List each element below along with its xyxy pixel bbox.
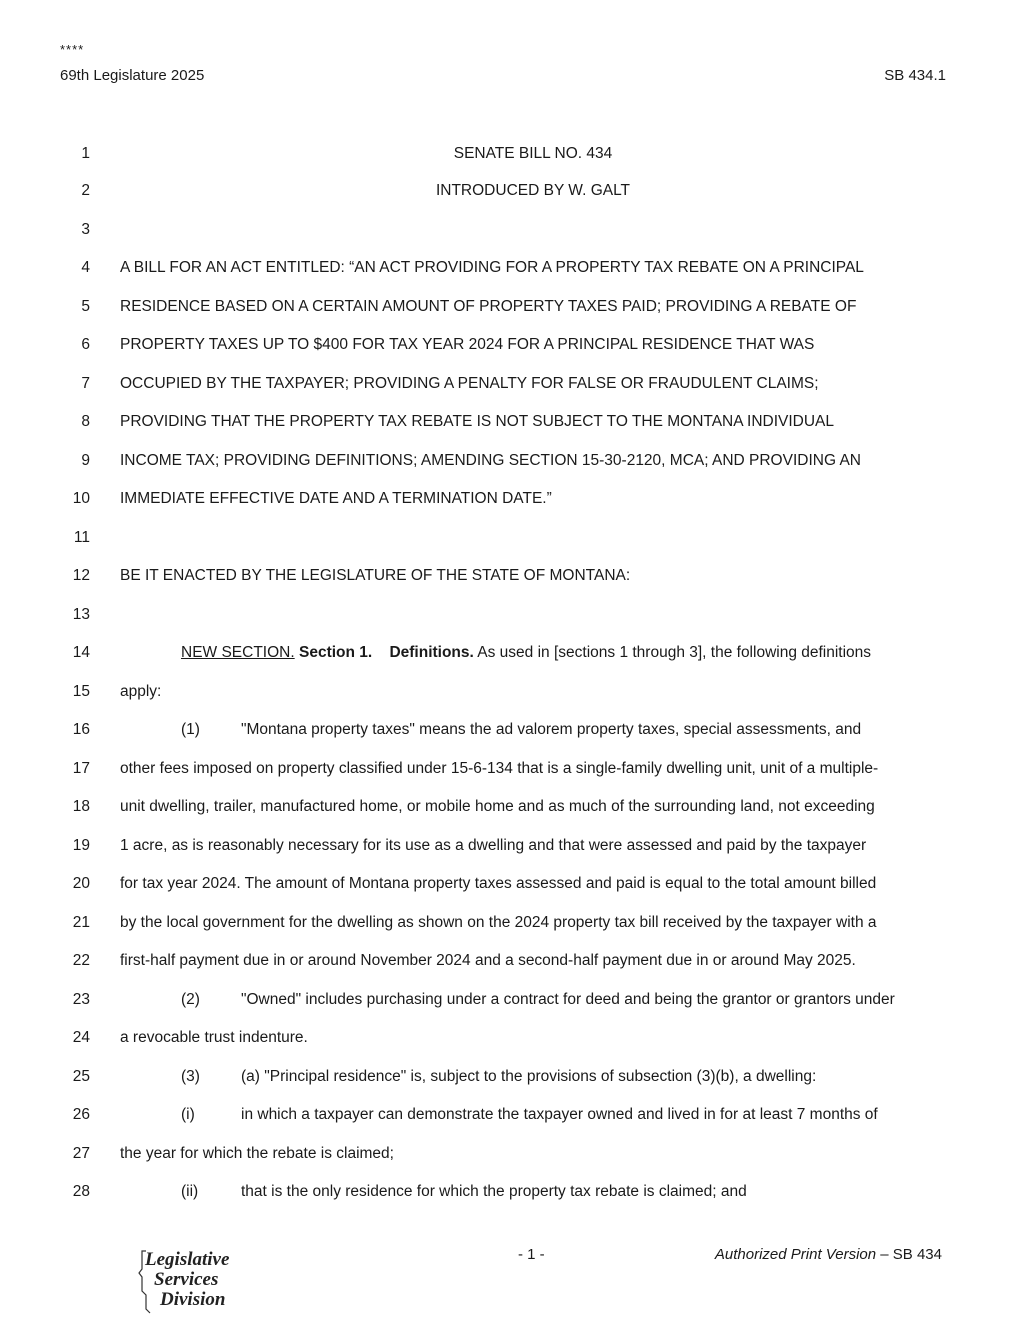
line-number: 21	[72, 914, 90, 931]
line-number: 19	[72, 837, 90, 854]
header-stars: ****	[60, 42, 85, 57]
bill-line	[0, 375, 1024, 399]
bill-line	[0, 606, 1024, 630]
bill-line	[0, 1183, 1024, 1207]
line-text: unit dwelling, trailer, manufactured home, or mobile home and as much of the surrounding land, not exceeding	[120, 798, 875, 815]
line-text: PROVIDING THAT THE PROPERTY TAX REBATE IS NOT SUBJECT TO THE MONTANA INDIVIDUAL	[120, 413, 835, 430]
line-text: first-half payment due in or around November 2024 and a second-half payment due in or around May 2025.	[120, 952, 856, 969]
authorized-print-italic: Authorized Print Version	[714, 1246, 877, 1263]
page-number: - 1 -	[518, 1246, 545, 1263]
bill-line	[0, 1029, 1024, 1053]
line-text: by the local government for the dwelling as shown on the 2024 property tax bill received by the taxpayer with a	[120, 914, 877, 931]
bill-line	[0, 952, 1024, 976]
bill-line	[0, 1068, 1024, 1092]
line-number: 26	[72, 1106, 90, 1123]
bill-line	[0, 721, 1024, 745]
line-number: 9	[81, 452, 90, 469]
bill-line	[0, 1106, 1024, 1130]
line-number: 15	[72, 683, 90, 700]
line-text: INCOME TAX; PROVIDING DEFINITIONS; AMENDING SECTION 15-30-2120, MCA; AND PROVIDING AN	[120, 452, 861, 469]
bill-line	[0, 798, 1024, 822]
line-text: apply:	[120, 683, 162, 700]
bill-line	[0, 259, 1024, 283]
line-number: 27	[72, 1145, 90, 1162]
line-text: for tax year 2024. The amount of Montana property taxes assessed and paid is equal to the total amount billed	[120, 875, 877, 892]
bill-line	[0, 683, 1024, 707]
line-text: the year for which the rebate is claimed;	[120, 1145, 394, 1162]
bill-sponsor: INTRODUCED BY W. GALT	[435, 182, 631, 199]
line-number: 23	[72, 991, 90, 1008]
line-text: other fees imposed on property classified under 15-6-134 that is a single-family dwelling unit, unit of a multiple-	[120, 760, 879, 777]
new-section-label: NEW SECTION.	[181, 644, 295, 661]
bill-line	[0, 1145, 1024, 1169]
line-number: 16	[72, 721, 90, 738]
bill-id-label: SB 434.1	[884, 67, 946, 84]
line-number: 10	[72, 490, 90, 507]
legislature-label: 69th Legislature 2025	[60, 67, 205, 84]
line-text: As used in [sections 1 through 3], the following definitions	[477, 644, 872, 661]
line-number: 28	[72, 1183, 90, 1200]
line-text: PROPERTY TAXES UP TO $400 FOR TAX YEAR 2024 FOR A PRINCIPAL RESIDENCE THAT WAS	[120, 336, 815, 353]
line-text: in which a taxpayer can demonstrate the taxpayer owned and lived in for at least 7 months of	[241, 1106, 878, 1123]
bill-line	[0, 837, 1024, 861]
logo-line-2: Services	[154, 1269, 219, 1290]
section-heading: Definitions.	[389, 644, 474, 661]
line-number: 17	[72, 760, 90, 777]
line-number: 12	[72, 567, 90, 584]
section-lead	[181, 644, 871, 662]
line-text: "Montana property taxes" means the ad valorem property taxes, special assessments, and	[241, 721, 862, 738]
line-text: (a) "Principal residence" is, subject to the provisions of subsection (3)(b), a dwelling:	[241, 1068, 817, 1085]
bill-line	[0, 875, 1024, 899]
line-number: 22	[72, 952, 90, 969]
line-number: 13	[72, 606, 90, 623]
bill-line	[0, 145, 1024, 169]
bill-line	[0, 914, 1024, 938]
line-number: 20	[72, 875, 90, 892]
section-number: Section 1.	[298, 644, 373, 661]
enacting-clause: BE IT ENACTED BY THE LEGISLATURE OF THE STATE OF MONTANA:	[120, 567, 631, 584]
line-text: "Owned" includes purchasing under a contract for deed and being the grantor or grantors under	[241, 991, 895, 1008]
bill-line	[0, 298, 1024, 322]
line-number: 6	[81, 336, 90, 353]
subsection-number: (i)	[181, 1106, 195, 1123]
subsection-number: (2)	[181, 991, 200, 1008]
line-number: 24	[72, 1029, 90, 1046]
line-number: 8	[81, 413, 90, 430]
bill-line	[0, 182, 1024, 206]
logo-line-1: Legislative	[145, 1249, 230, 1270]
bill-line	[0, 452, 1024, 476]
subsection-number: (1)	[181, 721, 200, 738]
bill-line	[0, 529, 1024, 553]
bill-title: SENATE BILL NO. 434	[453, 145, 613, 162]
line-number: 5	[81, 298, 90, 315]
subsection-number: (3)	[181, 1068, 200, 1085]
line-number: 2	[81, 182, 90, 199]
line-text: 1 acre, as is reasonably necessary for its use as a dwelling and that were assessed and paid by the taxpayer	[120, 837, 867, 854]
bill-line	[0, 413, 1024, 437]
line-number: 14	[72, 644, 90, 661]
line-number: 11	[73, 529, 90, 546]
bill-line	[0, 644, 1024, 668]
bill-line	[0, 567, 1024, 591]
bill-line	[0, 490, 1024, 514]
line-number: 7	[81, 375, 90, 392]
line-text: A BILL FOR AN ACT ENTITLED: “AN ACT PROVIDING FOR A PROPERTY TAX REBATE ON A PRINCIPAL	[120, 259, 864, 276]
subsection-number: (ii)	[181, 1183, 199, 1200]
line-text: IMMEDIATE EFFECTIVE DATE AND A TERMINATION DATE.”	[120, 490, 552, 507]
logo-line-3: Division	[160, 1289, 226, 1310]
line-text: that is the only residence for which the property tax rebate is claimed; and	[241, 1183, 747, 1200]
authorized-print-bill: – SB 434	[876, 1246, 942, 1263]
line-text: OCCUPIED BY THE TAXPAYER; PROVIDING A PENALTY FOR FALSE OR FRAUDULENT CLAIMS;	[120, 375, 819, 392]
bill-line	[0, 336, 1024, 360]
line-number: 25	[72, 1068, 90, 1085]
line-number: 4	[81, 259, 90, 276]
bill-line	[0, 760, 1024, 784]
line-number: 18	[72, 798, 90, 815]
line-text: RESIDENCE BASED ON A CERTAIN AMOUNT OF PROPERTY TAXES PAID; PROVIDING A REBATE OF	[120, 298, 857, 315]
bill-line	[0, 221, 1024, 245]
authorized-print-label	[715, 1246, 942, 1263]
line-number: 1	[81, 145, 90, 162]
bill-line	[0, 991, 1024, 1015]
line-number: 3	[81, 221, 90, 238]
line-text: a revocable trust indenture.	[120, 1029, 308, 1046]
legislative-services-logo	[134, 1247, 244, 1315]
